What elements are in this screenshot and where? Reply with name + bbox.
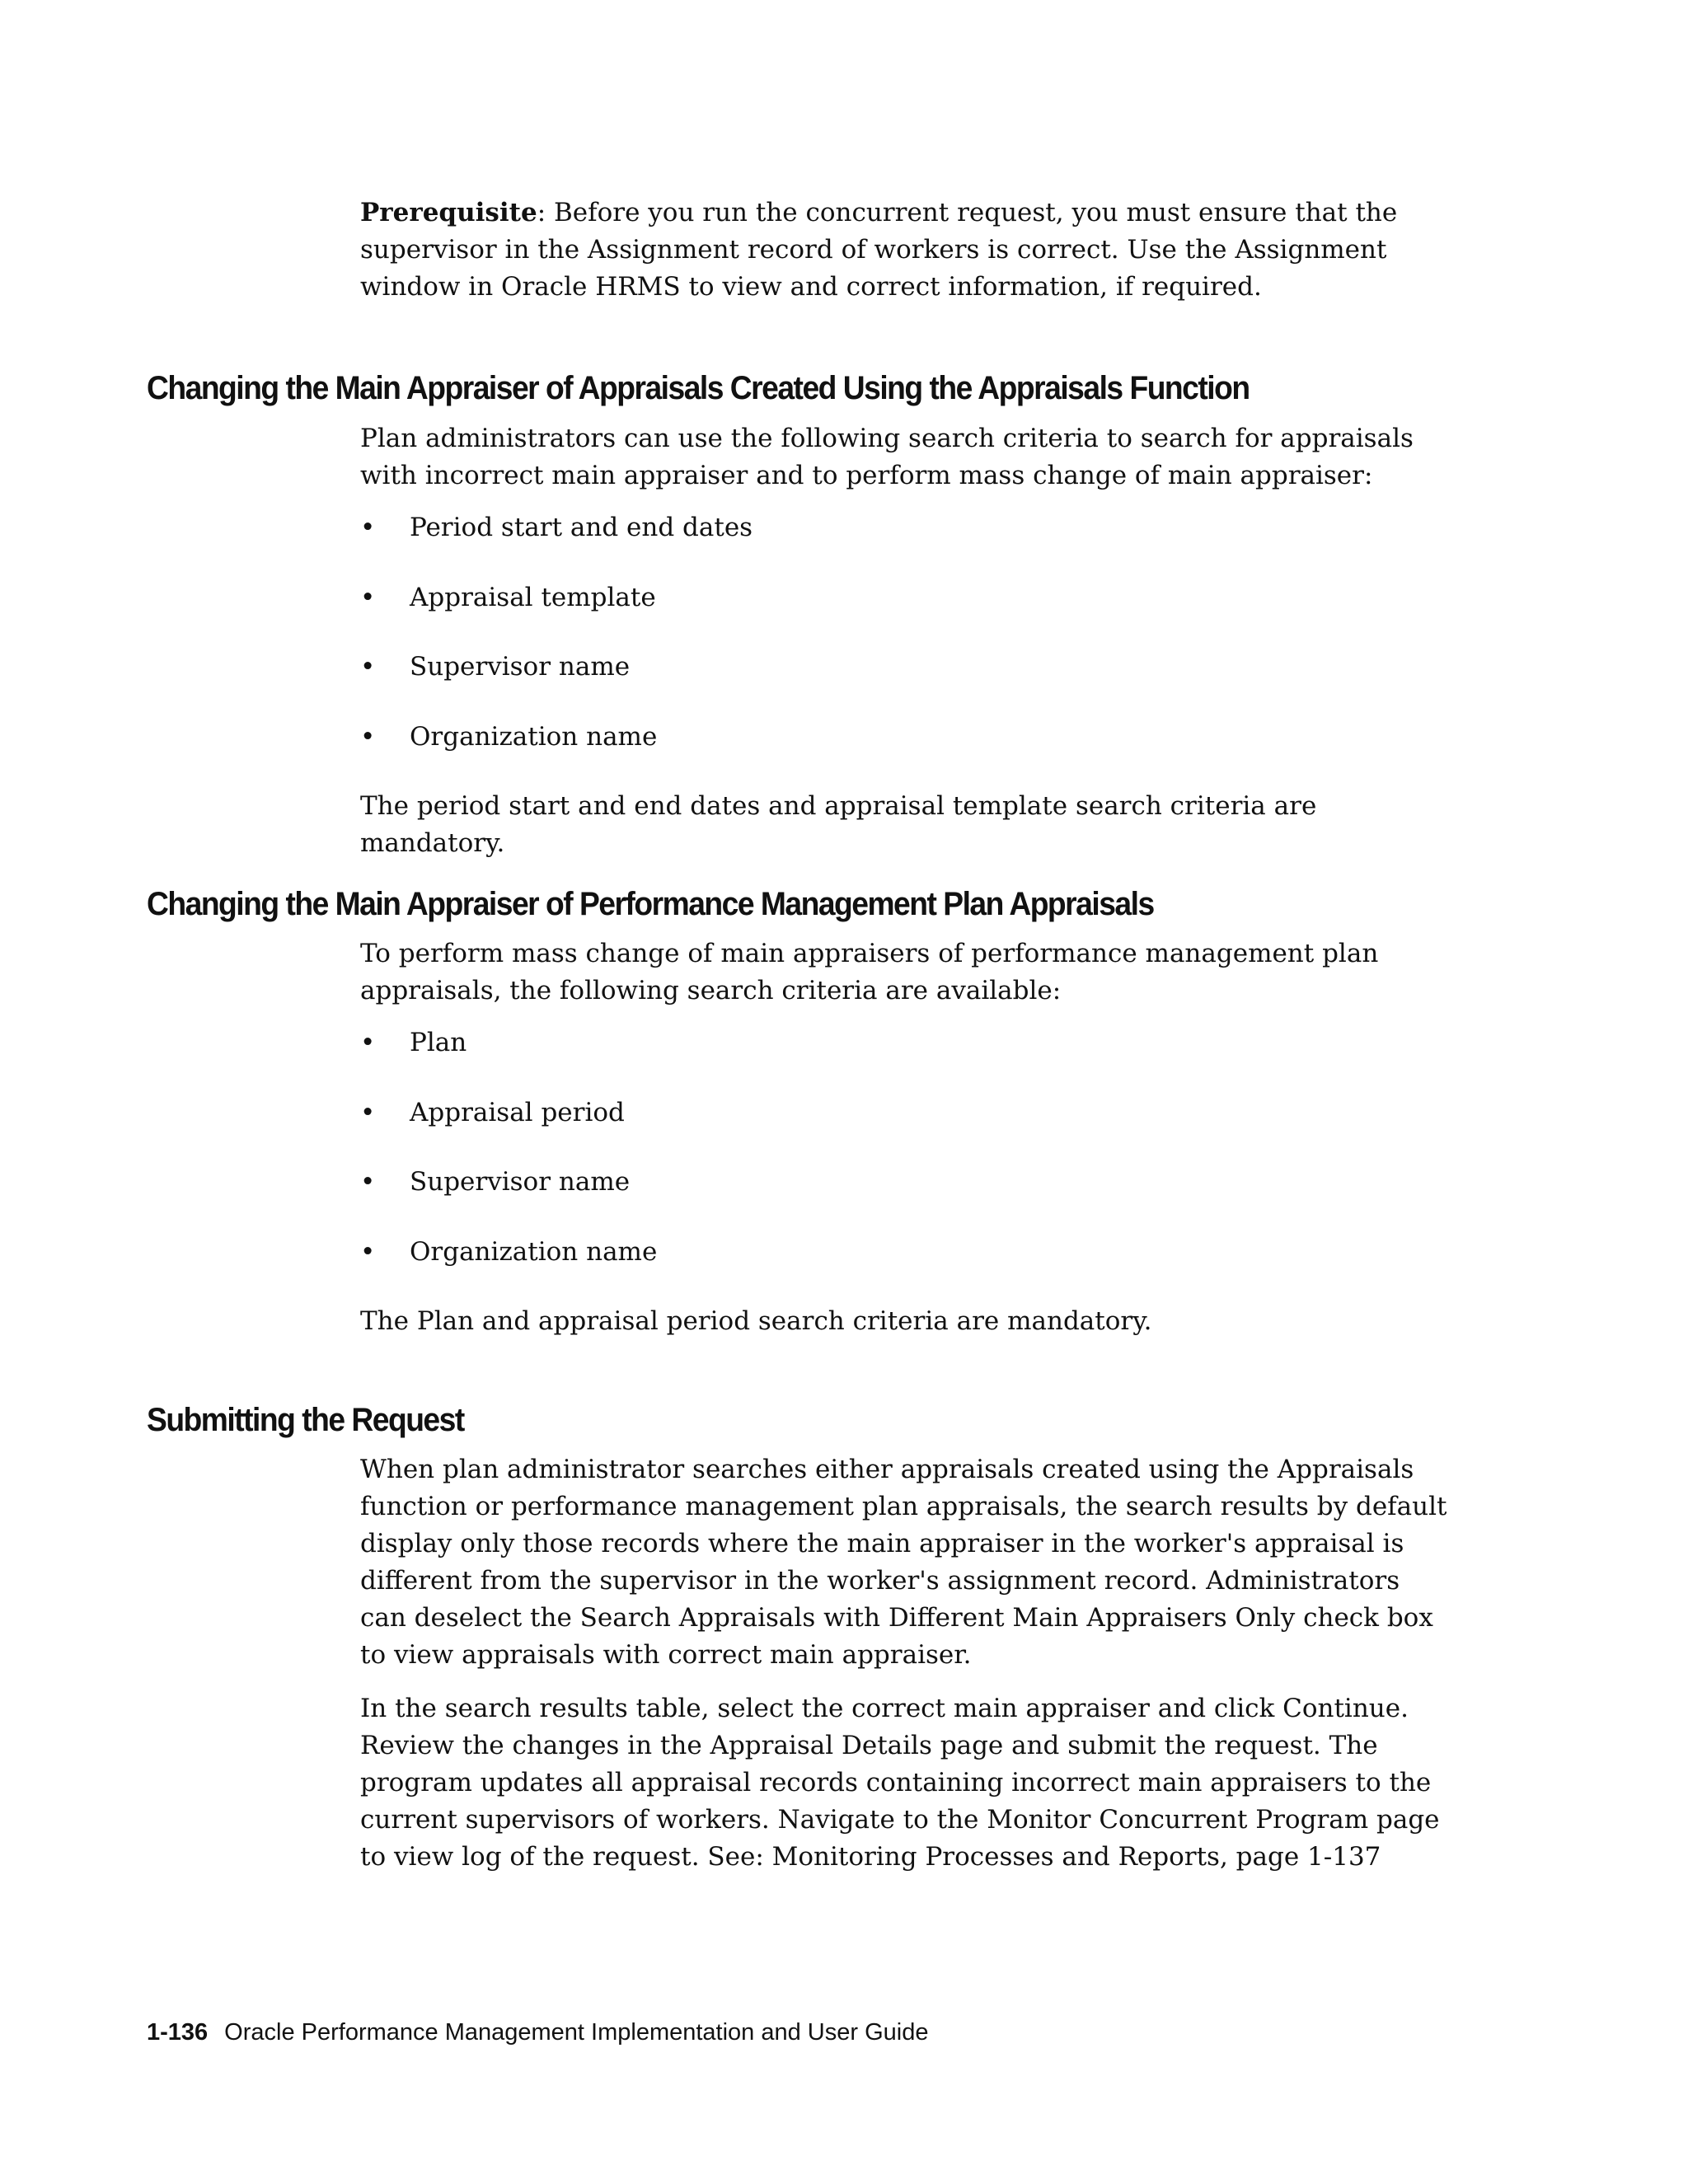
bullet-icon: • [360,513,376,542]
list-item [360,1024,1448,1094]
section2-note: The Plan and appraisal period search criteria are mandatory. [360,1306,1152,1336]
prerequisite-block [360,194,1448,306]
prerequisite-text: : Before you run the concurrent request, you must ensure that the supervisor in the Assignment record of workers is correct. Use the Assignment window in Oracle HRMS to view and correct information, if required. [360,198,1398,302]
bullet-icon: • [360,1167,376,1197]
prerequisite-label: Prerequisite [360,198,537,227]
list-item [360,509,1448,579]
list-item-text: Appraisal period [410,1097,625,1127]
section3-body [360,1451,1448,1876]
section2-intro: To perform mass change of main appraisers of performance management plan appraisals, the following search criteria are available: [360,939,1379,1005]
page-footer [147,2018,928,2047]
prerequisite-paragraph [360,194,1448,306]
list-item-text: Supervisor name [410,652,631,682]
section-heading-performance-plan: Changing the Main Appraiser of Performance Management Plan Appraisals [147,886,1154,922]
bullet-icon: • [360,652,376,682]
list-item-text: Organization name [410,1236,658,1267]
page-number: 1-136 [147,2019,209,2046]
section1-criteria-list [360,509,1448,788]
bullet-icon: • [360,721,376,752]
list-item [360,719,1448,789]
section3-paragraph-2: In the search results table, select the correct main appraiser and click Continue. Review the changes in the Appraisal Details page and submit the request. The program updates all appraisal records containing incorrect main appraisers to the current supervisors of workers. Navigate to the Monitor Concurrent Program page to view log of the request. See: Monitoring Processes and Reports, page 1-137 [360,1694,1440,1872]
footer-title: Oracle Performance Management Implementation and User Guide [224,2019,929,2046]
list-item-text: Period start and end dates [410,513,753,542]
section-heading-appraisals-function: Changing the Main Appraiser of Appraisals Created Using the Appraisals Function [147,370,1250,406]
list-item-text: Supervisor name [410,1167,631,1197]
list-item [360,1164,1448,1234]
section2-body [360,935,1448,1340]
list-item [360,1234,1448,1304]
bullet-icon: • [360,1236,376,1267]
section1-note: The period start and end dates and appraisal template search criteria are mandatory. [360,791,1317,858]
list-item-text: Plan [410,1028,467,1057]
bullet-icon: • [360,582,376,612]
list-item-text: Organization name [410,721,658,752]
list-item [360,1094,1448,1165]
section2-criteria-list [360,1024,1448,1303]
section-heading-submitting-request: Submitting the Request [147,1402,464,1438]
bullet-icon: • [360,1028,376,1057]
section1-intro: Plan administrators can use the following search criteria to search for appraisals with incorrect main appraiser and to perform mass change of main appraiser: [360,424,1414,490]
bullet-icon: • [360,1097,376,1127]
section1-body [360,420,1448,862]
list-item-text: Appraisal template [410,582,656,612]
section3-paragraph-1: When plan administrator searches either appraisals created using the Appraisals function or performance management plan appraisals, the search results by default display only those records where the main appraiser in the worker's appraisal is different from the supervisor in the worker's assignment record. Administrators can deselect the Search Appraisals with Different Main Appraisers Only check box to view appraisals with correct main appraiser. [360,1455,1447,1670]
list-item [360,649,1448,719]
list-item [360,579,1448,649]
